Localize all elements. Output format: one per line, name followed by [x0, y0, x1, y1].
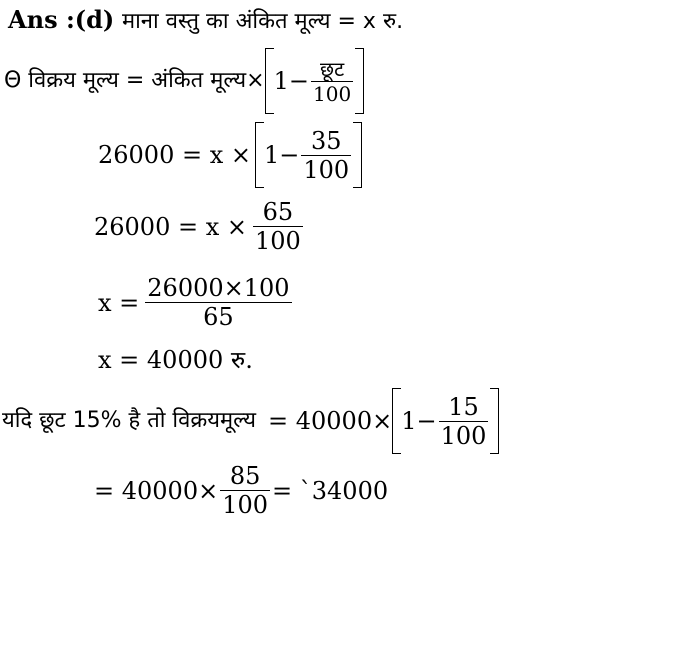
discount-case-formula: [2, 388, 499, 454]
equation-step-3: [98, 276, 294, 329]
one: 1: [273, 67, 289, 95]
one: 1: [264, 141, 280, 169]
equation-step-2: [94, 200, 305, 253]
equation-step-1: [98, 122, 362, 188]
fraction-numerator: 15: [448, 392, 479, 421]
minus-sign: −: [416, 407, 437, 435]
result-text: x = 40000 रु.: [98, 346, 253, 374]
equation-lhs: = 40000×: [94, 476, 219, 505]
condition-text: यदि छूट 15% है तो विक्रयमूल्य: [2, 408, 256, 433]
formula-prefix: Θ विक्रय मूल्य = अंकित मूल्य×: [4, 68, 265, 93]
right-bracket: [490, 388, 499, 454]
fraction-denominator: 100: [440, 421, 487, 450]
left-bracket: [265, 48, 274, 114]
left-bracket: [392, 388, 401, 454]
fraction-numerator: 26000×100: [147, 274, 290, 302]
left-bracket: [255, 122, 264, 188]
fraction-numerator: 85: [229, 462, 261, 490]
right-bracket: [355, 48, 364, 114]
equation-rhs: = 40000×: [268, 407, 393, 435]
minus-sign: −: [279, 141, 300, 169]
one: 1: [401, 407, 417, 435]
fraction-denominator: 100: [222, 491, 269, 519]
answer-statement: माना वस्तु का अंकित मूल्य = x रु.: [121, 9, 404, 34]
equation-result: [98, 348, 253, 372]
fraction-numerator: 35: [311, 126, 342, 155]
right-bracket: [353, 122, 362, 188]
minus-sign: −: [288, 67, 310, 95]
final-calculation: [94, 464, 388, 517]
fraction-numerator: 65: [262, 198, 294, 226]
answer-heading: [8, 5, 404, 34]
fraction-denominator: 100: [303, 155, 350, 184]
equation-lhs: 26000 = x ×: [94, 212, 247, 241]
fraction-denominator: 100: [255, 227, 301, 255]
equation-lhs: x =: [98, 288, 140, 317]
final-result: = `34000: [272, 476, 389, 505]
fraction-denominator: 100: [313, 81, 352, 106]
fraction-denominator: 65: [203, 303, 234, 331]
fraction-numerator: छूट: [320, 56, 345, 81]
answer-label: Ans :(d): [8, 5, 115, 34]
equation-lhs: 26000 = x ×: [98, 141, 251, 169]
selling-price-formula: [4, 48, 364, 114]
